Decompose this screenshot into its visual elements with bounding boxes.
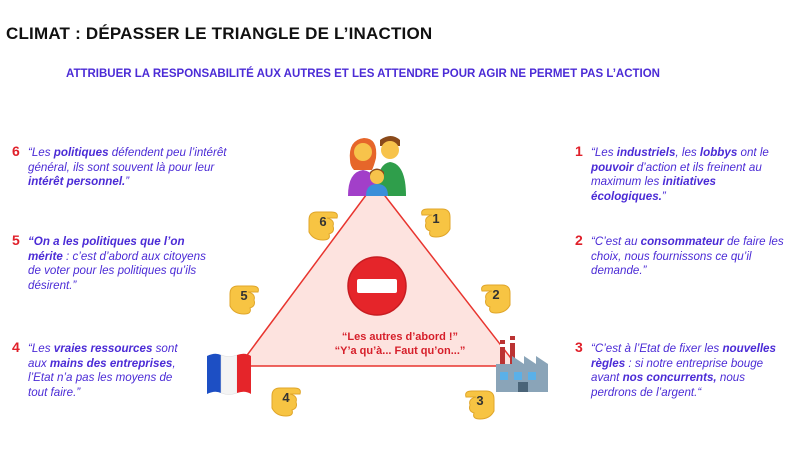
center-line-1: “Les autres d’abord !”	[341, 331, 459, 343]
france-flag-icon	[205, 352, 253, 396]
quote-number: 6	[12, 143, 20, 159]
quote-5: 5 “On a les politiques que l’on mérite : c’est d’abord aux citoyens de voter pour les politiques qu’ils désirent.”	[12, 232, 206, 292]
quote-4: 4 “Les vraies ressources sont aux mains des entreprises, l’Etat n’a pas les moyens de tout faire.”	[12, 339, 178, 399]
hand-number: 2	[492, 287, 500, 302]
pointing-hand-2	[478, 279, 514, 315]
quote-number: 3	[575, 339, 583, 355]
hand-number: 3	[476, 393, 484, 408]
quote-2: 2 “C’est au consommateur de faire les choix, nous fournissons ce qu’il demande.”	[575, 232, 784, 278]
quote-number: 1	[575, 143, 583, 159]
quote-6: 6 “Les politiques défendent peu l’intérêt général, ils sont souvent là pour leur intérêt personnel.”	[12, 143, 227, 189]
factory-icon	[492, 334, 552, 394]
quote-number: 5	[12, 232, 20, 248]
hand-number: 5	[240, 288, 248, 303]
quote-number: 4	[12, 339, 20, 355]
quote-1: 1 “Les industriels, les lobbys ont le pouvoir d’action et ils freinent au maximum les initiatives écologiques.”	[575, 143, 769, 203]
quote-3: 3 “C’est à l’Etat de fixer les nouvelles règles : si notre entreprise bouge avant nos concurrents, nous perdrons de l’argent.“	[575, 339, 776, 399]
hand-number: 4	[282, 390, 290, 405]
hand-number: 6	[319, 214, 327, 229]
quote-number: 2	[575, 232, 583, 248]
pointing-hand-6	[305, 206, 341, 242]
pointing-hand-3	[462, 385, 498, 421]
pointing-hand-1	[418, 203, 454, 239]
pointing-hand-5	[226, 280, 262, 316]
hand-number: 1	[432, 211, 440, 226]
center-line-2: “Y’a qu’à... Faut qu’on...”	[334, 345, 466, 357]
page-title: CLIMAT : DÉPASSER LE TRIANGLE DE L’INACTION	[6, 24, 433, 43]
page-subtitle: ATTRIBUER LA RESPONSABILITÉ AUX AUTRES ET LES ATTENDRE POUR AGIR NE PERMET PAS L’ACTION	[66, 68, 660, 80]
family-icon	[344, 126, 410, 196]
stop-sign-icon	[348, 257, 406, 315]
pointing-hand-4	[268, 382, 304, 418]
